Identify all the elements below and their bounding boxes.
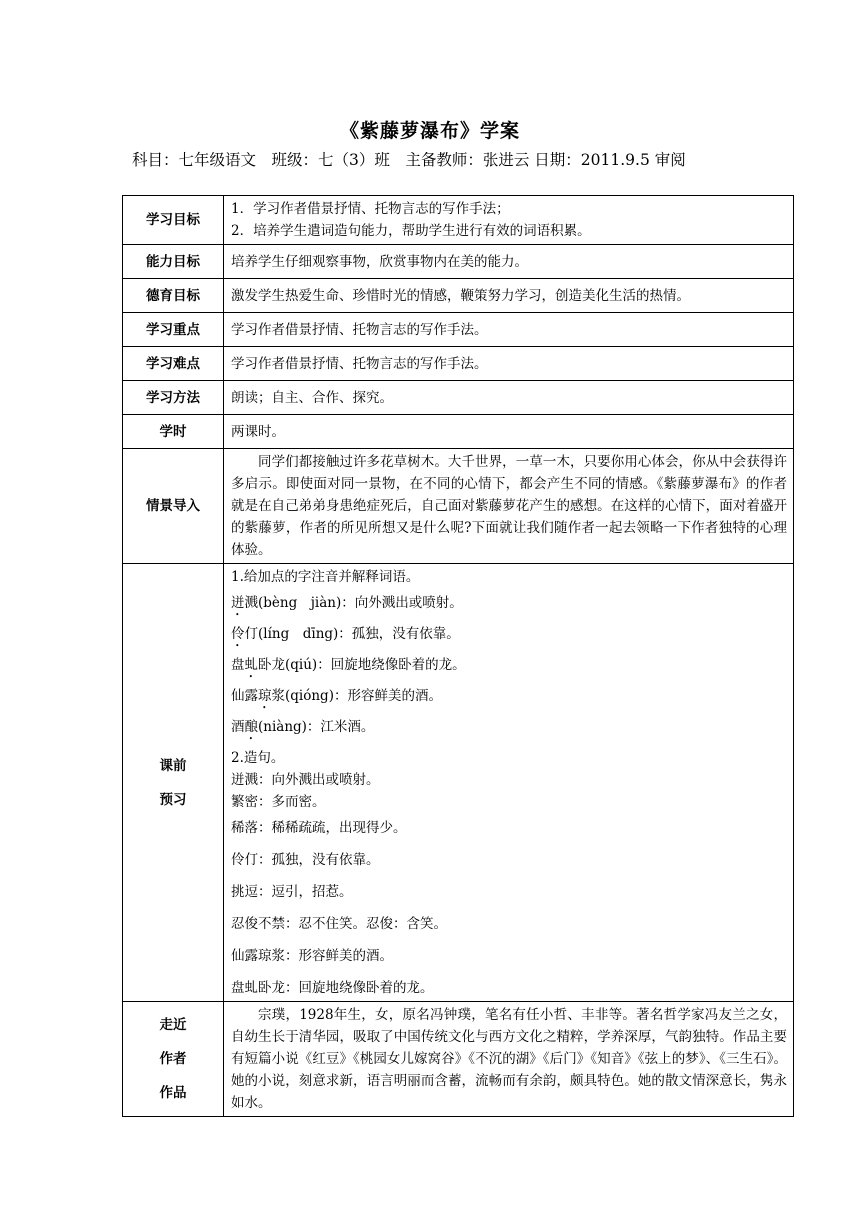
- page-title: 《紫藤萝瀑布》学案: [339, 120, 520, 142]
- table-row: [123, 313, 794, 347]
- table-row: [123, 449, 794, 564]
- row-label-difficulty: 学习难点: [123, 347, 224, 381]
- author-label-line-2: 作者: [159, 1051, 187, 1067]
- preview-heading-2: 2.造句。: [231, 750, 285, 766]
- sentence-item: 盘虬卧龙：回旋地绕像卧着的龙。: [231, 980, 434, 996]
- sentence-item: 迸溅：向外溅出或喷射。: [231, 772, 380, 788]
- row-content-method: 朗读；自主、合作、探究。: [224, 381, 794, 415]
- sentence-item: 伶仃：孤独，没有依靠。: [231, 852, 380, 868]
- author-label-line-3: 作品: [159, 1085, 187, 1101]
- table-row: [123, 196, 794, 245]
- sentence-item: 繁密：多而密。: [231, 794, 326, 810]
- table-row: [123, 415, 794, 449]
- row-content-moral: 激发学生热爱生命、珍惜时光的情感，鞭策努力学习，创造美化生活的热情。: [224, 279, 794, 313]
- dotted-char: 伶: [231, 626, 245, 642]
- row-content-ability: 培养学生仔细观察事物，欣赏事物内在美的能力。: [224, 245, 794, 279]
- sentence-item: 忍俊不禁：忍不住笑。忍俊：含笑。: [231, 916, 447, 932]
- row-content-hours: 两课时。: [224, 415, 794, 449]
- row-label-author: [123, 1002, 224, 1117]
- row-label-method: 学习方法: [123, 381, 224, 415]
- row-content-intro: 同学们都接触过许多花草树木。大千世界，一草一木，只要你用心体会，你从中会获得许多启示。即使面对同一景物，在不同的心情下，都会产生不同的情感。《紫藤萝瀑布》的作者就是在自己弟弟身患绝症死后，自己面对紫藤萝花产生的感想。在这样的心情下，面对着盛开的紫藤萝，作者的所见所想又是什么呢?下面就让我们随作者一起去领略一下作者独特的心理体验。: [224, 449, 794, 564]
- preview-label-line-2: 预习: [159, 791, 187, 808]
- row-content-key: 学习作者借景抒情、托物言志的写作手法。: [224, 313, 794, 347]
- table-row: [123, 279, 794, 313]
- lesson-plan-table: [122, 195, 794, 1117]
- row-label-intro: 情景导入: [123, 449, 224, 564]
- row-label-key: 学习重点: [123, 313, 224, 347]
- document-meta: 科目：七年级语文 班级：七（3）班 主备教师：张进云 日期：2011.9.5 审阅: [132, 151, 686, 169]
- goal-line-1: 1．学习作者借景抒情、托物言志的写作手法；: [231, 201, 510, 217]
- table-row: [123, 347, 794, 381]
- row-content-author: 宗璞，1928年生，女，原名冯钟璞，笔名有任小哲、丰非等。著名哲学家冯友兰之女，自幼生长于清华园，吸取了中国传统文化与西方文化之精粹，学养深厚，气韵独特。作品主要有短篇小说《红豆》《桃园女儿嫁窝谷》《不沉的湖》《后门》《知音》《弦上的梦》、《三生石》。她的小说，刻意求新，语言明丽而含蓄，流畅而有余韵，颇具特色。她的散文情深意长，隽永如水。: [224, 1002, 794, 1117]
- pinyin-item: 盘虬卧龙(qiú)：回旋地绕像卧着的龙。: [231, 657, 466, 673]
- row-content-difficulty: 学习作者借景抒情、托物言志的写作手法。: [224, 347, 794, 381]
- row-label-goals: 学习目标: [123, 196, 224, 245]
- preview-label-line-1: 课前: [159, 757, 187, 774]
- table-row: [123, 245, 794, 279]
- row-content-goals: [224, 196, 794, 245]
- pinyin-item: 酒酿(niàng)：江米酒。: [231, 719, 375, 735]
- pinyin-item: 迸溅(bèng jiàn)：向外溅出或喷射。: [231, 595, 463, 611]
- preview-heading-1: 1.给加点的字注音并解释词语。: [231, 569, 420, 585]
- table-row: [123, 381, 794, 415]
- dotted-char: 虬: [244, 657, 258, 673]
- pinyin-item: 仙露琼浆(qióng)：形容鲜美的酒。: [231, 688, 442, 704]
- pinyin-item: 伶仃(líng dīng)：孤独，没有依靠。: [231, 626, 460, 642]
- table-row: [123, 1002, 794, 1117]
- dotted-char: 琼: [258, 688, 272, 704]
- row-label-preview: [123, 564, 224, 1002]
- sentence-item: 稀落：稀稀疏疏，出现得少。: [231, 820, 407, 836]
- dotted-char: 酿: [244, 719, 258, 735]
- row-content-preview: [224, 564, 794, 1002]
- row-label-hours: 学时: [123, 415, 224, 449]
- row-label-moral: 德育目标: [123, 279, 224, 313]
- sentence-item: 挑逗：逗引，招惹。: [231, 884, 353, 900]
- dotted-char: 迸: [231, 595, 245, 611]
- author-label-line-1: 走近: [159, 1017, 187, 1033]
- sentence-item: 仙露琼浆：形容鲜美的酒。: [231, 948, 393, 964]
- row-label-ability: 能力目标: [123, 245, 224, 279]
- table-row: [123, 564, 794, 1002]
- goal-line-2: 2．培养学生遣词造句能力，帮助学生进行有效的词语积累。: [231, 223, 591, 239]
